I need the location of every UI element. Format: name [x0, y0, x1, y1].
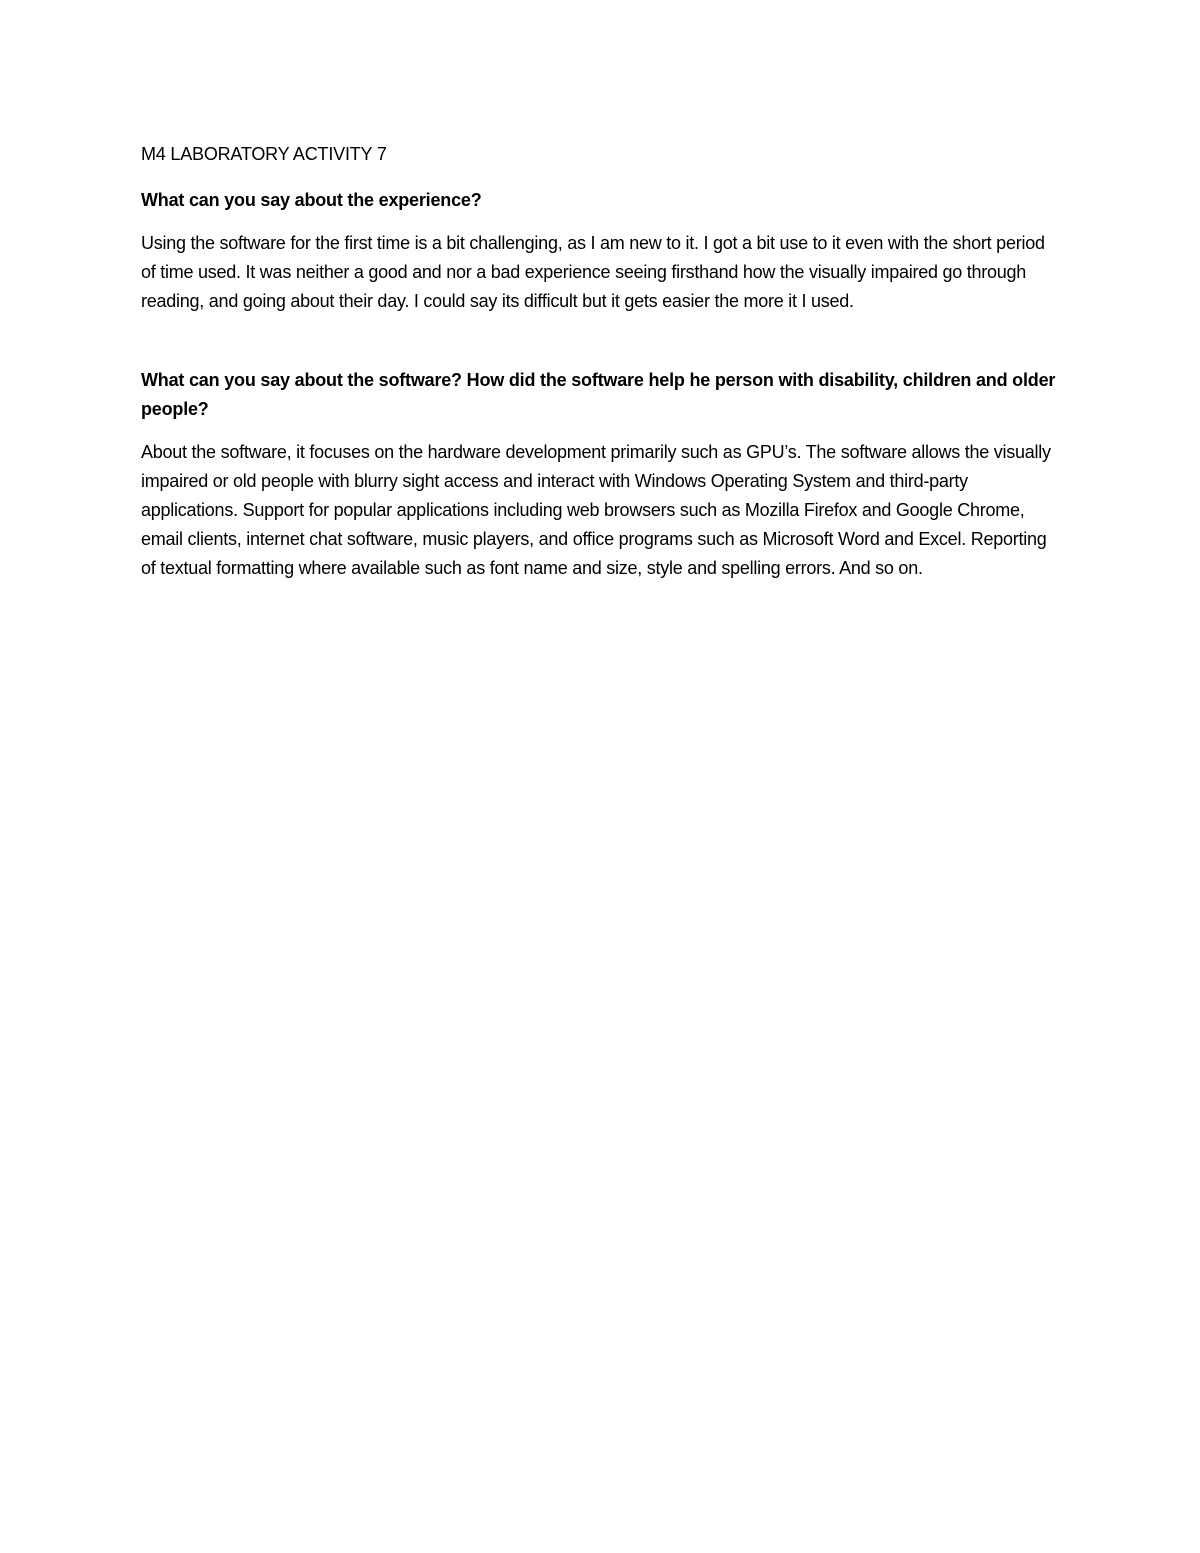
answer-paragraph: About the software, it focuses on the hardware development primarily such as GPU’s. The software allows the visually impaired or old people with blurry sight access and interact with Windows Operating System and third-party applications. Support for popular applications including web browsers such as Mozilla Firefox and Google Chrome, email clients, internet chat software, music players, and office programs such as Microsoft Word and Excel. Reporting of textual formatting where available such as font name and size, style and spelling errors. And so on. [141, 442, 1051, 578]
answer-paragraph: Using the software for the first time is a bit challenging, as I am new to it. I got a bit use to it even with the short period of time used. It was neither a good and nor a bad experience seeing firsthand how the visually impaired go through reading, and going about their day. I could say its difficult but it gets easier the more it I used. [141, 233, 1045, 311]
document-body [141, 140, 1061, 583]
document-title: M4 LABORATORY ACTIVITY 7 [141, 144, 387, 164]
question-heading: What can you say about the experience? [141, 190, 482, 210]
section-software [141, 366, 1061, 583]
question-heading: What can you say about the software? How did the software help he person with disability, children and older people? [141, 370, 1056, 419]
section-experience [141, 186, 1061, 316]
